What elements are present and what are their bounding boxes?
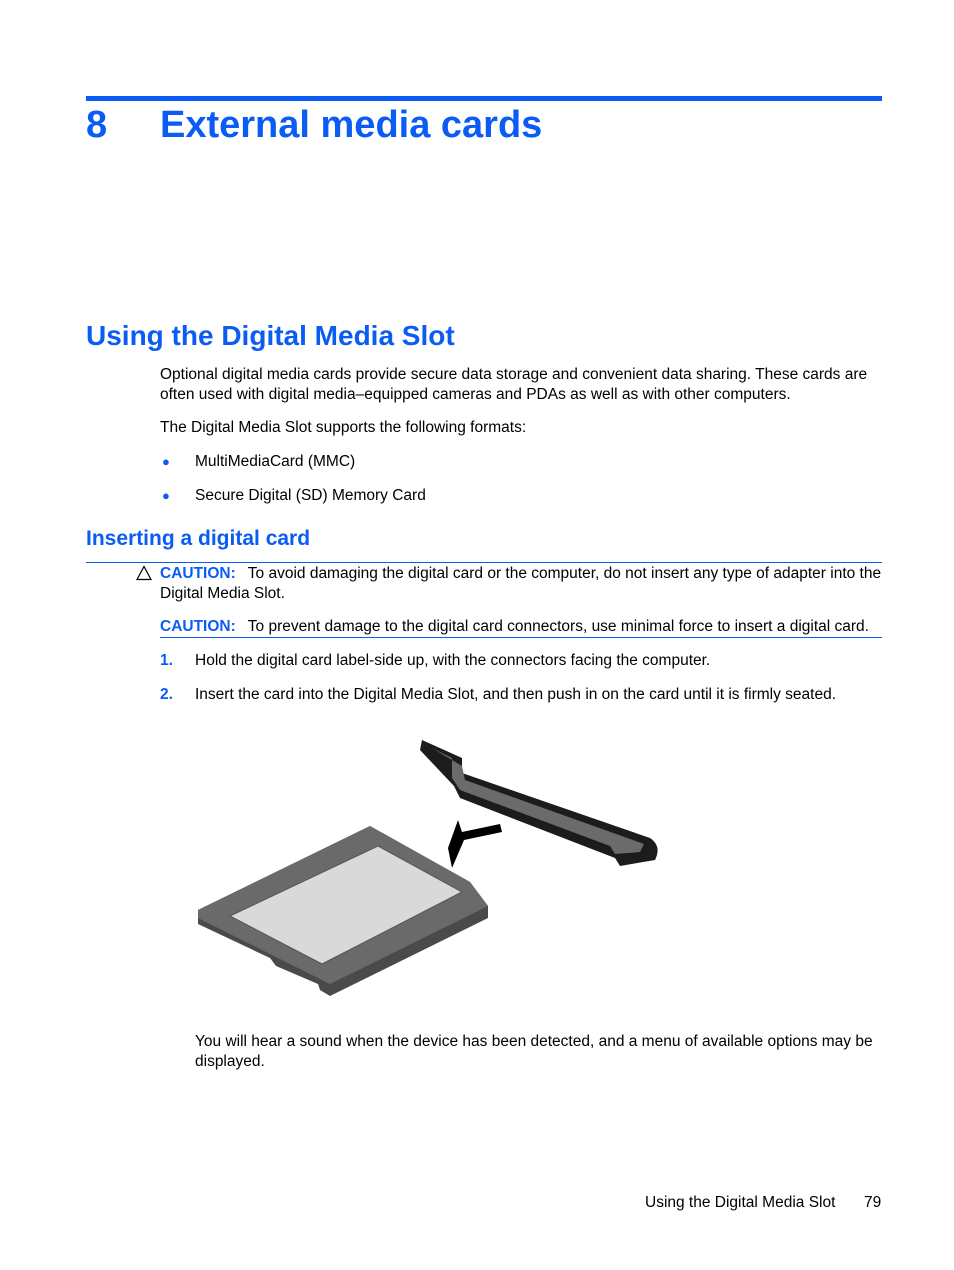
arrow-icon	[448, 820, 502, 868]
page-number: 79	[864, 1194, 882, 1211]
caution-rule	[160, 637, 882, 638]
step-text: Hold the digital card label-side up, with the connectors facing the computer.	[195, 652, 711, 669]
subsection-rule	[86, 562, 882, 563]
chapter-number: 8	[86, 104, 108, 146]
step-number: 2.	[160, 686, 173, 703]
caution-triangle-icon	[136, 565, 152, 581]
caution-label: CAUTION:	[160, 565, 236, 582]
list-item: Secure Digital (SD) Memory Card	[195, 487, 426, 504]
sd-card	[198, 826, 488, 996]
note-paragraph: You will hear a sound when the device has been detected, and a menu of available options may be displayed.	[195, 1033, 873, 1070]
footer-section-name: Using the Digital Media Slot	[645, 1194, 836, 1211]
caution-note	[160, 564, 882, 604]
formats-paragraph: The Digital Media Slot supports the following formats:	[160, 419, 527, 436]
intro-paragraph: Optional digital media cards provide secure data storage and convenient data sharing. These cards are often used with digital media–equipped cameras and PDAs as well as with other computers.	[160, 366, 868, 403]
caution-text: To avoid damaging the digital card or the computer, do not insert any type of adapter into the Digital Media Slot.	[160, 565, 882, 602]
caution-note	[160, 617, 882, 637]
chapter-rule	[86, 96, 882, 101]
bullet-icon: ●	[162, 488, 170, 503]
card-insertion-illustration	[190, 728, 670, 1008]
bullet-icon: ●	[162, 454, 170, 469]
step-number: 1.	[160, 652, 173, 669]
section-heading: Using the Digital Media Slot	[86, 320, 455, 351]
step-text: Insert the card into the Digital Media Slot, and then push in on the card until it is firmly seated.	[195, 686, 837, 703]
chapter-title: External media cards	[160, 104, 543, 146]
list-item: MultiMediaCard (MMC)	[195, 453, 356, 470]
caution-text: To prevent damage to the digital card connectors, use minimal force to insert a digital card.	[247, 618, 869, 635]
caution-label: CAUTION:	[160, 618, 236, 635]
subsection-heading: Inserting a digital card	[86, 527, 311, 550]
